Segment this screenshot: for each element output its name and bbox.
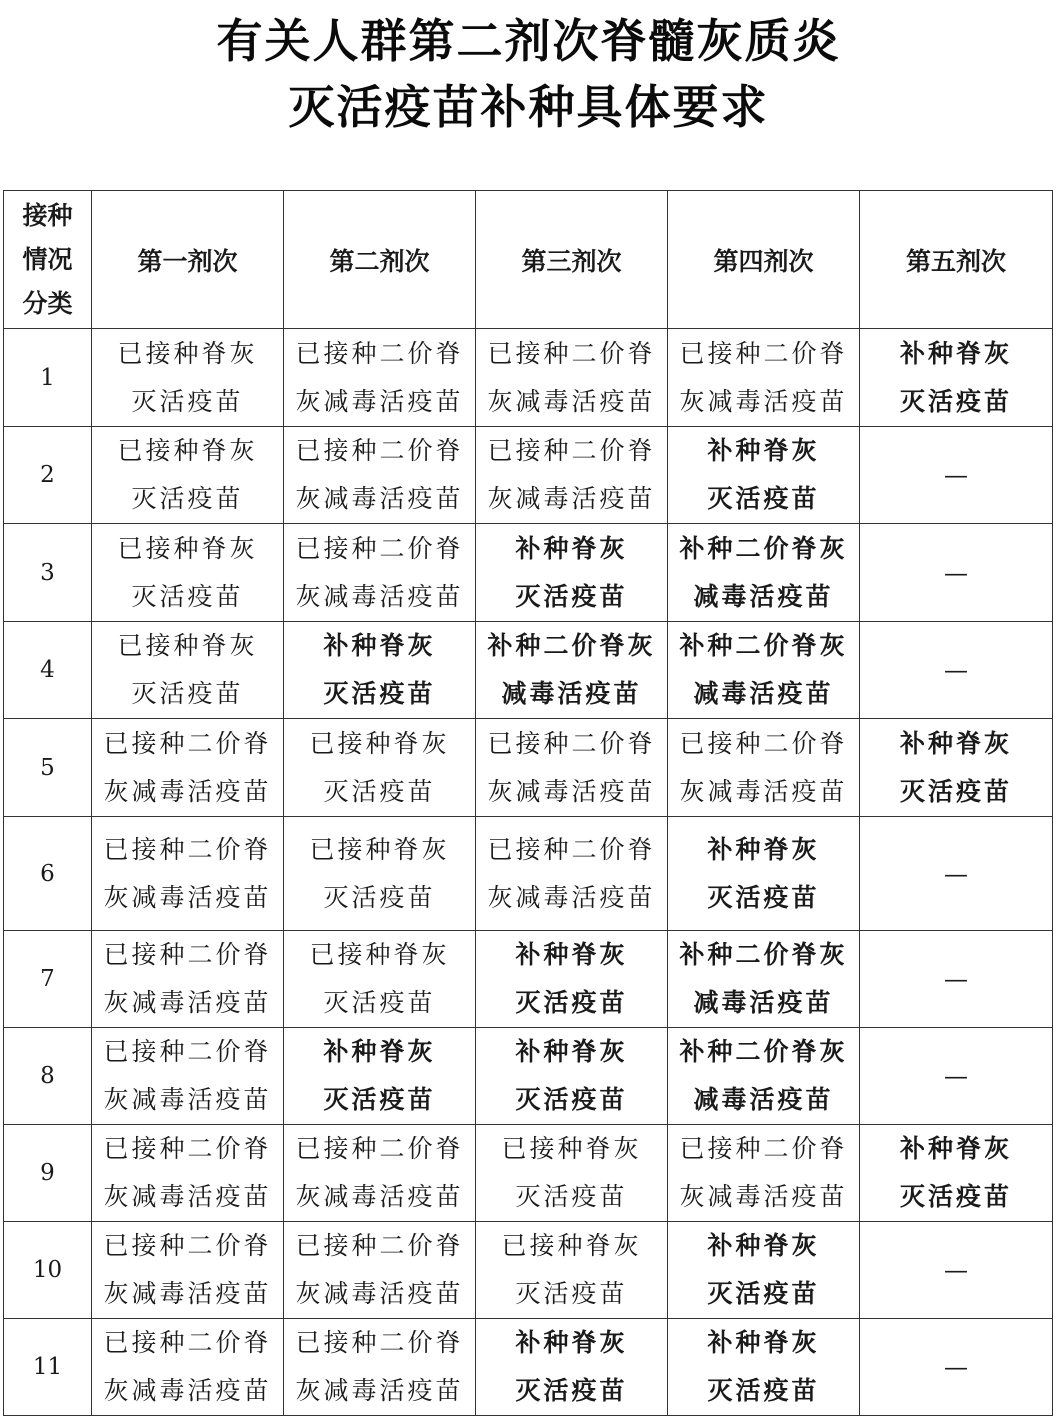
dose-cell-line: 减毒活疫苗 <box>693 1085 834 1114</box>
dose-cell <box>668 1028 860 1125</box>
dose-cell-line: 已接种二价脊 <box>295 1231 464 1260</box>
dose-cell-line: 灰减毒活疫苗 <box>487 882 656 912</box>
row-category-number: 5 <box>4 719 92 817</box>
dose-cell <box>284 427 476 524</box>
dose-cell-line: 已接种二价脊 <box>295 1134 464 1163</box>
dose-cell <box>92 427 284 524</box>
dose-cell <box>476 1222 668 1319</box>
dose-cell-line: 减毒活疫苗 <box>693 581 834 611</box>
not-applicable-dash: — <box>944 965 968 993</box>
dose-cell-line: 灭活疫苗 <box>131 679 244 708</box>
document-title-line-2: 灭活疫苗补种具体要求 <box>288 80 769 134</box>
dose-cell-line: 灰减毒活疫苗 <box>679 386 848 416</box>
dose-cell-line: 已接种二价脊 <box>103 1231 272 1260</box>
dose-cell <box>284 931 476 1028</box>
dose-cell-line: 已接种二价脊 <box>103 940 272 969</box>
dose-cell-line: 灭活疫苗 <box>707 882 820 912</box>
dose-cell-line: 灰减毒活疫苗 <box>103 988 272 1017</box>
dose-cell <box>860 1319 1053 1416</box>
dose-cell-line: 补种脊灰 <box>707 834 820 864</box>
row-category-number: 2 <box>4 427 92 524</box>
dose-cell-line: 灭活疫苗 <box>131 386 244 416</box>
row-category-number: 6 <box>4 817 92 931</box>
dose-cell-line: 灭活疫苗 <box>899 386 1012 416</box>
dose-cell-line: 已接种二价脊 <box>679 728 848 758</box>
dose-cell-line: 灭活疫苗 <box>899 1182 1012 1211</box>
dose-cell <box>92 1028 284 1125</box>
dose-cell-line: 已接种脊灰 <box>117 631 258 660</box>
dose-cell-line: 补种脊灰 <box>323 1037 436 1066</box>
dose-cell <box>476 329 668 427</box>
dose-cell <box>284 1125 476 1222</box>
dose-cell <box>668 329 860 427</box>
dose-cell-line: 灰减毒活疫苗 <box>295 1279 464 1308</box>
dose-cell-line: 灰减毒活疫苗 <box>487 484 656 513</box>
dose-cell-line: 灭活疫苗 <box>131 484 244 513</box>
dose-cell-line: 已接种二价脊 <box>487 728 656 758</box>
dose-cell <box>284 1028 476 1125</box>
dose-cell-line: 已接种二价脊 <box>295 436 464 465</box>
table-row <box>4 622 1053 719</box>
row-category-number: 1 <box>4 329 92 427</box>
dose-cell-line: 已接种二价脊 <box>487 338 656 368</box>
table-row <box>4 1319 1053 1416</box>
dose-cell <box>860 931 1053 1028</box>
dose-cell <box>284 1319 476 1416</box>
dose-cell-line: 已接种脊灰 <box>501 1231 642 1260</box>
dose-cell-line: 灰减毒活疫苗 <box>103 1376 272 1405</box>
dose-cell <box>668 622 860 719</box>
dose-cell <box>476 1028 668 1125</box>
dose-cell-line: 灭活疫苗 <box>323 1085 436 1114</box>
dose-cell-line: 已接种脊灰 <box>309 728 450 758</box>
dose-cell-line: 灰减毒活疫苗 <box>103 776 272 806</box>
dose-cell <box>92 719 284 817</box>
dose-cell <box>860 1125 1053 1222</box>
header-dose-2: 第二剂次 <box>284 191 476 329</box>
vaccination-table <box>3 190 1053 1416</box>
table-row <box>4 427 1053 524</box>
dose-cell-line: 灰减毒活疫苗 <box>295 484 464 513</box>
dose-cell-line: 灰减毒活疫苗 <box>295 1376 464 1405</box>
dose-cell <box>668 817 860 931</box>
row-category-number: 4 <box>4 622 92 719</box>
dose-cell <box>668 524 860 622</box>
dose-cell-line: 灭活疫苗 <box>707 1279 820 1308</box>
row-category-number: 10 <box>4 1222 92 1319</box>
dose-cell-line: 补种脊灰 <box>899 728 1012 758</box>
dose-cell-line: 补种二价脊灰 <box>679 940 848 969</box>
dose-cell-line: 已接种二价脊 <box>295 533 464 563</box>
dose-cell-line: 已接种二价脊 <box>103 1134 272 1163</box>
not-applicable-dash: — <box>944 656 968 684</box>
header-category-line: 情况 <box>22 244 73 274</box>
dose-cell <box>92 1222 284 1319</box>
dose-cell-line: 灭活疫苗 <box>323 988 436 1017</box>
dose-cell <box>476 524 668 622</box>
dose-cell-line: 已接种脊灰 <box>309 834 450 864</box>
dose-cell-line: 灰减毒活疫苗 <box>487 776 656 806</box>
row-category-number: 3 <box>4 524 92 622</box>
dose-cell <box>476 719 668 817</box>
dose-cell-line: 已接种二价脊 <box>679 1134 848 1163</box>
dose-cell-line: 减毒活疫苗 <box>693 679 834 708</box>
dose-cell <box>476 817 668 931</box>
table-row <box>4 1028 1053 1125</box>
dose-cell-line: 已接种二价脊 <box>679 338 848 368</box>
dose-cell-line: 灰减毒活疫苗 <box>679 776 848 806</box>
dose-cell-line: 已接种二价脊 <box>103 728 272 758</box>
dose-cell <box>860 1222 1053 1319</box>
dose-cell-line: 减毒活疫苗 <box>501 679 642 708</box>
dose-cell-line: 已接种脊灰 <box>117 436 258 465</box>
header-dose-4: 第四剂次 <box>668 191 860 329</box>
dose-cell <box>476 427 668 524</box>
dose-cell-line: 灭活疫苗 <box>515 988 628 1017</box>
dose-cell-line: 灭活疫苗 <box>515 1085 628 1114</box>
dose-cell-line: 已接种二价脊 <box>295 1328 464 1357</box>
dose-cell <box>860 817 1053 931</box>
not-applicable-dash: — <box>944 859 968 888</box>
dose-cell-line: 补种二价脊灰 <box>679 1037 848 1066</box>
dose-cell <box>92 524 284 622</box>
not-applicable-dash: — <box>944 461 968 489</box>
dose-cell-line: 灭活疫苗 <box>131 581 244 611</box>
dose-cell-line: 已接种脊灰 <box>117 338 258 368</box>
dose-cell-line: 补种脊灰 <box>515 1328 628 1357</box>
table-row <box>4 1222 1053 1319</box>
header-category-line: 接种 <box>22 200 73 230</box>
dose-cell <box>668 1222 860 1319</box>
table-row <box>4 1125 1053 1222</box>
dose-cell-line: 减毒活疫苗 <box>693 988 834 1017</box>
dose-cell <box>860 622 1053 719</box>
header-dose-3: 第三剂次 <box>476 191 668 329</box>
table-row <box>4 817 1053 931</box>
dose-cell-line: 补种脊灰 <box>707 1231 820 1260</box>
dose-cell-line: 灭活疫苗 <box>515 1279 628 1308</box>
dose-cell-line: 灰减毒活疫苗 <box>103 882 272 912</box>
document-title-line-1: 有关人群第二剂次脊髓灰质炎 <box>216 14 841 68</box>
header-category-cell <box>4 191 92 329</box>
dose-cell-line: 灭活疫苗 <box>899 776 1012 806</box>
dose-cell <box>92 1125 284 1222</box>
dose-cell-line: 已接种二价脊 <box>487 834 656 864</box>
dose-cell-line: 已接种二价脊 <box>295 338 464 368</box>
dose-cell-line: 已接种二价脊 <box>103 1328 272 1357</box>
dose-cell-line: 灰减毒活疫苗 <box>103 1182 272 1211</box>
dose-cell <box>284 329 476 427</box>
dose-cell <box>284 1222 476 1319</box>
table-row <box>4 719 1053 817</box>
dose-cell <box>860 524 1053 622</box>
dose-cell-line: 已接种脊灰 <box>501 1134 642 1163</box>
dose-cell-line: 补种脊灰 <box>515 940 628 969</box>
dose-cell-line: 灰减毒活疫苗 <box>103 1279 272 1308</box>
dose-cell <box>668 1125 860 1222</box>
not-applicable-dash: — <box>944 1256 968 1284</box>
dose-cell-line: 灭活疫苗 <box>515 581 628 611</box>
dose-cell <box>284 719 476 817</box>
not-applicable-dash: — <box>944 1353 968 1381</box>
dose-cell-line: 补种脊灰 <box>707 1328 820 1357</box>
table-header-row <box>4 191 1053 329</box>
header-dose-5: 第五剂次 <box>860 191 1053 329</box>
dose-cell-line: 灭活疫苗 <box>515 1376 628 1405</box>
dose-cell-line: 已接种二价脊 <box>103 834 272 864</box>
dose-cell-line: 补种脊灰 <box>515 1037 628 1066</box>
dose-cell <box>92 931 284 1028</box>
table-row <box>4 524 1053 622</box>
header-category-line: 分类 <box>22 288 73 318</box>
dose-cell-line: 补种二价脊灰 <box>487 631 656 660</box>
dose-cell-line: 已接种二价脊 <box>103 1037 272 1066</box>
dose-cell-line: 补种脊灰 <box>899 338 1012 368</box>
dose-cell <box>284 817 476 931</box>
dose-cell <box>92 817 284 931</box>
table-row <box>4 329 1053 427</box>
dose-cell <box>92 1319 284 1416</box>
dose-cell <box>92 329 284 427</box>
dose-cell-line: 灰减毒活疫苗 <box>103 1085 272 1114</box>
dose-cell-line: 已接种脊灰 <box>309 940 450 969</box>
dose-cell <box>860 719 1053 817</box>
row-category-number: 11 <box>4 1319 92 1416</box>
dose-cell-line: 补种二价脊灰 <box>679 631 848 660</box>
dose-cell-line: 灰减毒活疫苗 <box>295 386 464 416</box>
table-row <box>4 931 1053 1028</box>
dose-cell <box>284 524 476 622</box>
not-applicable-dash: — <box>944 1062 968 1090</box>
dose-cell <box>668 931 860 1028</box>
dose-cell <box>860 1028 1053 1125</box>
not-applicable-dash: — <box>944 558 968 587</box>
dose-cell-line: 灰减毒活疫苗 <box>295 581 464 611</box>
dose-cell-line: 补种脊灰 <box>515 533 628 563</box>
dose-cell <box>476 622 668 719</box>
dose-cell-line: 灭活疫苗 <box>323 776 436 806</box>
dose-cell-line: 灰减毒活疫苗 <box>295 1182 464 1211</box>
dose-cell <box>284 622 476 719</box>
dose-cell <box>668 719 860 817</box>
dose-cell <box>668 427 860 524</box>
dose-cell-line: 灭活疫苗 <box>707 1376 820 1405</box>
row-category-number: 7 <box>4 931 92 1028</box>
dose-cell <box>860 427 1053 524</box>
dose-cell-line: 已接种脊灰 <box>117 533 258 563</box>
dose-cell-line: 补种脊灰 <box>899 1134 1012 1163</box>
dose-cell-line: 灰减毒活疫苗 <box>679 1182 848 1211</box>
dose-cell <box>476 931 668 1028</box>
dose-cell <box>92 622 284 719</box>
dose-cell <box>476 1319 668 1416</box>
dose-cell <box>476 1125 668 1222</box>
dose-cell-line: 灭活疫苗 <box>515 1182 628 1211</box>
dose-cell-line: 已接种二价脊 <box>487 436 656 465</box>
dose-cell-line: 补种脊灰 <box>323 631 436 660</box>
row-category-number: 8 <box>4 1028 92 1125</box>
dose-cell-line: 补种二价脊灰 <box>679 533 848 563</box>
dose-cell-line: 补种脊灰 <box>707 436 820 465</box>
dose-cell-line: 灭活疫苗 <box>323 679 436 708</box>
dose-cell <box>668 1319 860 1416</box>
dose-cell-line: 灭活疫苗 <box>707 484 820 513</box>
row-category-number: 9 <box>4 1125 92 1222</box>
dose-cell <box>860 329 1053 427</box>
header-dose-1: 第一剂次 <box>92 191 284 329</box>
dose-cell-line: 灭活疫苗 <box>323 882 436 912</box>
dose-cell-line: 灰减毒活疫苗 <box>487 386 656 416</box>
